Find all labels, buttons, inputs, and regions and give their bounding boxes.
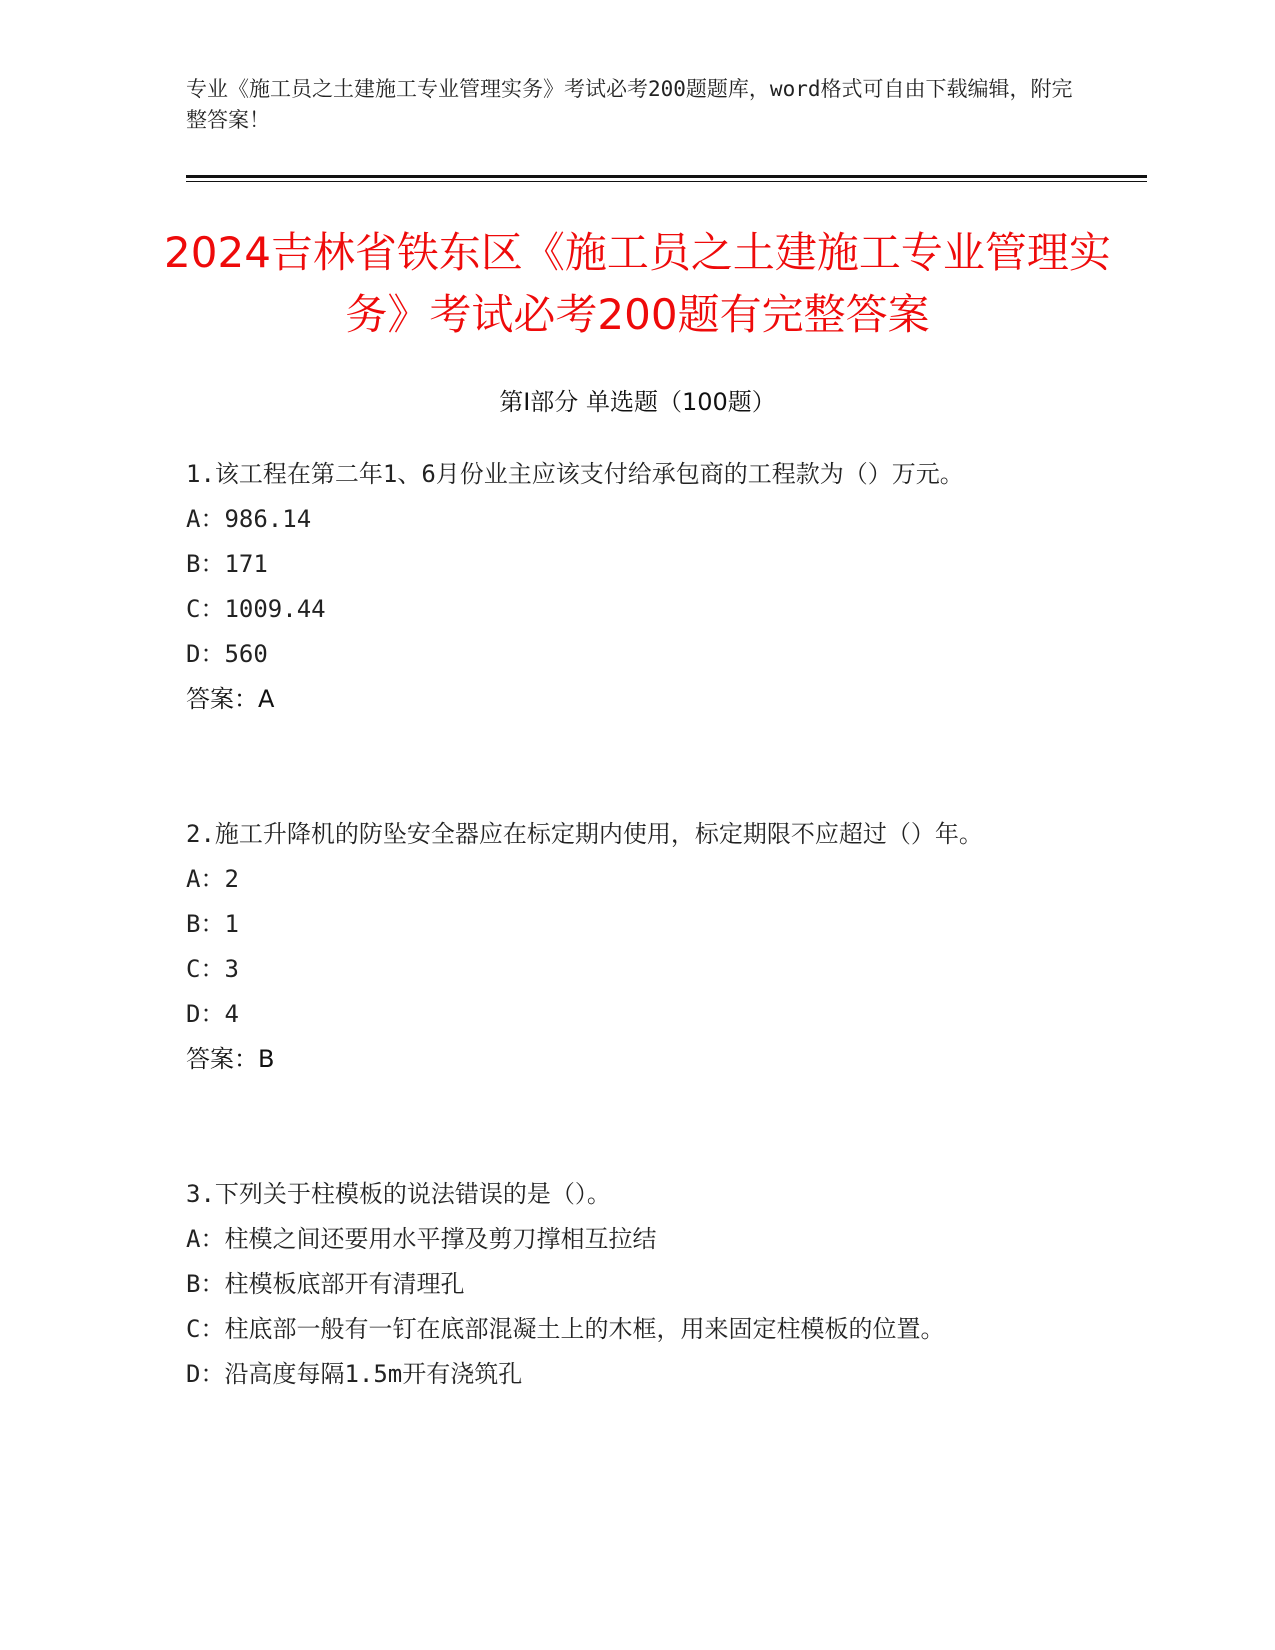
option-d: D：560 xyxy=(186,640,268,668)
header-rule-thin xyxy=(186,181,1147,182)
question-stem: 1.该工程在第二年1、6月份业主应该支付给承包商的工程款为（）万元。 xyxy=(186,460,964,488)
header-note: 专业《施工员之土建施工专业管理实务》考试必考200题题库，word格式可自由下载编辑，附完整答案！ xyxy=(186,77,1073,132)
option-b: B：1 xyxy=(186,910,239,938)
answer: 答案：B xyxy=(186,1045,275,1073)
document-title: 2024吉林省铁东区《施工员之土建施工专业管理实务》考试必考200题有完整答案 xyxy=(164,228,1111,339)
question-1 xyxy=(186,452,1066,722)
option-d: D：沿高度每隔1.5m开有浇筑孔 xyxy=(186,1360,523,1388)
question-stem: 2.施工升降机的防坠安全器应在标定期内使用，标定期限不应超过（）年。 xyxy=(186,820,983,848)
question-2 xyxy=(186,812,1066,1082)
option-d: D：4 xyxy=(186,1000,239,1028)
header-rule-thick xyxy=(186,175,1147,178)
option-c: C：3 xyxy=(186,955,239,983)
option-c: C：1009.44 xyxy=(186,595,326,623)
option-b: B：171 xyxy=(186,550,268,578)
section-title: 第Ⅰ部分 单选题（100题） xyxy=(499,388,776,416)
option-a: A：柱模之间还要用水平撑及剪刀撑相互拉结 xyxy=(186,1225,657,1253)
answer: 答案：A xyxy=(186,685,275,713)
question-3 xyxy=(186,1172,1066,1397)
option-b: B：柱模板底部开有清理孔 xyxy=(186,1270,465,1298)
option-c: C：柱底部一般有一钉在底部混凝土上的木框，用来固定柱模板的位置。 xyxy=(186,1315,945,1343)
option-a: A：986.14 xyxy=(186,505,312,533)
option-a: A：2 xyxy=(186,865,239,893)
question-stem: 3.下列关于柱模板的说法错误的是（）。 xyxy=(186,1180,611,1208)
